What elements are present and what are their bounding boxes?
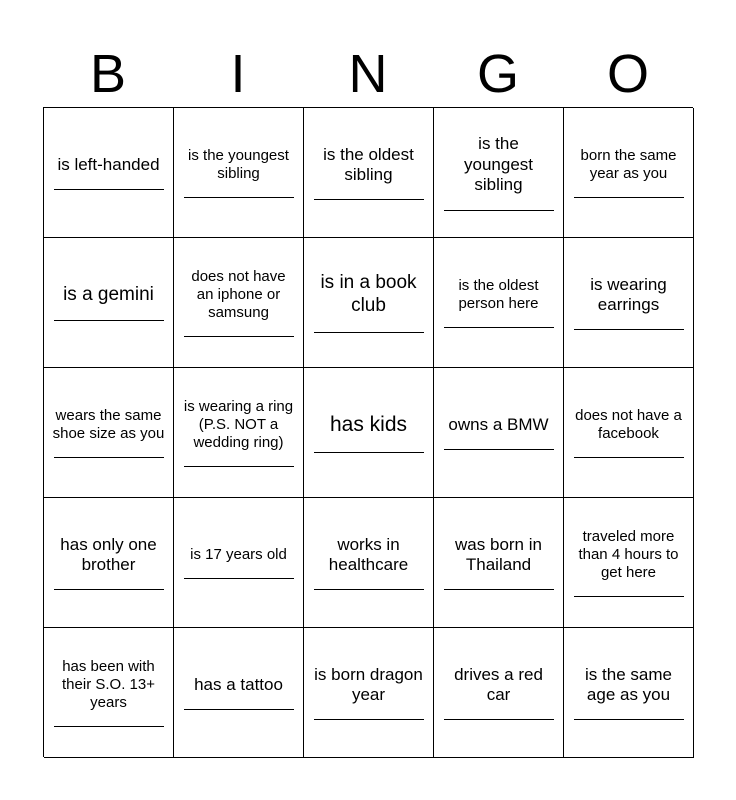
bingo-cell[interactable] xyxy=(174,498,304,628)
signature-line xyxy=(184,336,294,337)
bingo-cell[interactable] xyxy=(434,498,564,628)
bingo-cell[interactable] xyxy=(564,108,694,238)
cell-text: has only one brother xyxy=(60,534,157,574)
signature-line xyxy=(314,452,424,453)
cell-text: is born dragon year xyxy=(314,664,423,704)
cell-text: is the oldest sibling xyxy=(323,144,414,184)
bingo-cell[interactable] xyxy=(44,498,174,628)
bingo-cell[interactable] xyxy=(434,108,564,238)
signature-line xyxy=(54,589,164,590)
signature-line xyxy=(444,327,554,328)
header-letter-b: B xyxy=(89,44,127,104)
cell-text: born the same year as you xyxy=(580,147,677,182)
cell-text: was born in Thailand xyxy=(455,534,542,574)
signature-line xyxy=(574,197,684,198)
signature-line xyxy=(184,197,294,198)
cell-text: is wearing a ring (P.S. NOT a wedding ring) xyxy=(183,398,294,451)
bingo-cell[interactable] xyxy=(174,368,304,498)
cell-text: is a gemini xyxy=(63,283,154,305)
bingo-cell[interactable] xyxy=(564,238,694,368)
bingo-grid xyxy=(43,107,693,757)
signature-line xyxy=(184,709,294,710)
bingo-cell[interactable] xyxy=(44,368,174,498)
bingo-cell[interactable] xyxy=(434,238,564,368)
signature-line xyxy=(314,589,424,590)
bingo-header xyxy=(43,40,693,108)
signature-line xyxy=(54,189,164,190)
signature-line xyxy=(444,719,554,720)
signature-line xyxy=(54,320,164,321)
bingo-cell[interactable] xyxy=(434,628,564,758)
signature-line xyxy=(444,210,554,211)
bingo-cell[interactable] xyxy=(564,498,694,628)
bingo-cell[interactable] xyxy=(304,238,434,368)
cell-text: owns a BMW xyxy=(448,414,549,434)
bingo-cell[interactable] xyxy=(174,108,304,238)
signature-line xyxy=(314,332,424,333)
cell-text: is 17 years old xyxy=(190,546,287,563)
bingo-cell[interactable] xyxy=(174,628,304,758)
cell-text: is the same age as you xyxy=(585,664,672,704)
header-letter-n: N xyxy=(348,44,388,104)
bingo-cell[interactable] xyxy=(174,238,304,368)
cell-text: is the youngest sibling xyxy=(188,147,289,182)
cell-text: does not have a facebook xyxy=(575,407,682,442)
signature-line xyxy=(54,457,164,458)
signature-line xyxy=(314,719,424,720)
signature-line xyxy=(184,466,294,467)
bingo-cell[interactable] xyxy=(304,368,434,498)
cell-text: works in healthcare xyxy=(328,534,409,574)
cell-text: is wearing earrings xyxy=(590,274,667,314)
cell-text: does not have an iphone or samsung xyxy=(191,268,286,321)
cell-text: wears the same shoe size as you xyxy=(52,407,165,442)
header-letter-o: O xyxy=(606,44,649,104)
cell-text: is left-handed xyxy=(57,154,160,174)
signature-line xyxy=(314,199,424,200)
cell-text: is the oldest person here xyxy=(458,277,539,312)
bingo-cell[interactable] xyxy=(564,368,694,498)
signature-line xyxy=(574,596,684,597)
signature-line xyxy=(444,589,554,590)
header-letter-i: I xyxy=(230,44,246,104)
signature-line xyxy=(444,449,554,450)
cell-text: traveled more than 4 hours to get here xyxy=(578,528,679,581)
bingo-cell[interactable] xyxy=(304,628,434,758)
cell-text: is the youngest sibling xyxy=(464,134,533,195)
signature-line xyxy=(184,578,294,579)
bingo-cell[interactable] xyxy=(434,368,564,498)
signature-line xyxy=(574,719,684,720)
signature-line xyxy=(574,329,684,330)
cell-text: has kids xyxy=(329,413,408,437)
signature-line xyxy=(54,726,164,727)
cell-text: has a tattoo xyxy=(194,674,283,694)
bingo-cell[interactable] xyxy=(304,498,434,628)
bingo-cell[interactable] xyxy=(44,108,174,238)
signature-line xyxy=(574,457,684,458)
header-letter-g: G xyxy=(476,44,519,104)
bingo-cell[interactable] xyxy=(564,628,694,758)
bingo-cell[interactable] xyxy=(44,628,174,758)
cell-text: drives a red car xyxy=(454,664,543,704)
bingo-cell[interactable] xyxy=(304,108,434,238)
cell-text: is in a book club xyxy=(320,272,417,316)
bingo-cell[interactable] xyxy=(44,238,174,368)
cell-text: has been with their S.O. 13+ years xyxy=(62,658,155,711)
